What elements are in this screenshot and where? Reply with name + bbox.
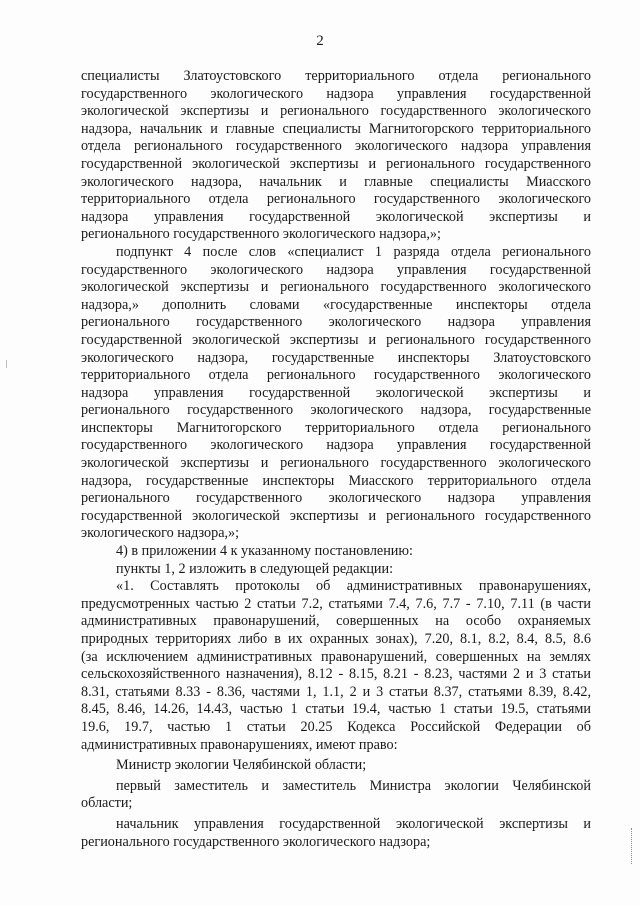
- page-number: 2: [316, 33, 324, 49]
- text-line: 8.45, 8.46, 14.26, 14.43, частью 1 статьи 19.4, частью 1 статьи 19.5, статьями: [81, 701, 591, 718]
- scan-edge-mark: [629, 828, 632, 864]
- text-line: 8.31, статьями 8.33 - 8.36, частями 1, 1.1, 2 и 3 статьи 8.37, статьями 8.39, 8.42,: [81, 683, 591, 700]
- text-line: области;: [81, 795, 133, 812]
- text-line: государственного экологического надзора управления государственной: [81, 85, 591, 102]
- text-line: надзора, государственные инспекторы Миасского территориального отдела: [81, 472, 591, 489]
- text-line: 4) в приложении 4 к указанному постановлению:: [116, 543, 413, 560]
- text-line: государственной экологической экспертизы и регионального государственного: [81, 507, 591, 524]
- text-line: предусмотренных частью 2 статьи 7.2, статьями 7.4, 7.6, 7.7 - 7.10, 7.11 (в части: [81, 595, 591, 612]
- text-line: регионального государственного экологического надзора управления: [81, 314, 591, 331]
- paragraph: [81, 757, 591, 775]
- text-line: надзора, начальник и главные специалисты Магнитогорского территориального: [81, 120, 591, 137]
- text-line: государственной экологической экспертизы и регионального государственного: [81, 155, 591, 172]
- scan-artifact: [6, 360, 7, 368]
- text-line: экологического надзора,»;: [81, 525, 240, 542]
- text-line: надзора управления государственной экологической экспертизы и: [81, 208, 591, 225]
- text-line: экологической экспертизы и регионального государственного экологического: [81, 279, 591, 296]
- paragraph: [81, 578, 591, 754]
- paragraph: [81, 561, 591, 579]
- document-body: [81, 68, 591, 854]
- paragraph: [81, 543, 591, 561]
- text-line: территориального отдела регионального государственного экологического: [81, 367, 591, 384]
- text-line: (за исключением административных правонарушений, совершенных на землях: [81, 648, 591, 665]
- text-line: 19.6, 19.7, частью 1 статьи 20.25 Кодекса Российской Федерации об: [81, 718, 591, 735]
- text-line: регионального государственного экологического надзора,»;: [81, 226, 441, 243]
- text-line: Министр экологии Челябинской области;: [116, 757, 367, 774]
- text-line: экологической экспертизы и регионального государственного экологического: [81, 455, 591, 472]
- text-line: природных территориях либо в их охранных зонах), 7.20, 8.1, 8.2, 8.4, 8.5, 8.6: [81, 631, 591, 647]
- text-line: регионального государственного экологического надзора управления: [81, 490, 591, 507]
- text-line: надзора,» дополнить словами «государственные инспекторы отдела: [81, 296, 591, 313]
- text-line: первый заместитель и заместитель Министра экологии Челябинской: [116, 777, 591, 794]
- text-line: государственного экологического надзора управления государственной: [81, 261, 591, 278]
- text-line: начальник управления государственной экологической экспертизы и: [116, 815, 591, 832]
- paragraph: [81, 816, 591, 851]
- text-line: инспекторы Магнитогорского территориального отдела регионального: [81, 419, 591, 436]
- paragraph: [81, 778, 591, 813]
- text-line: экологического надзора, государственные инспекторы Златоустовского: [81, 349, 591, 366]
- text-line: регионального государственного экологического надзора, государственные: [81, 402, 591, 419]
- text-line: сельскохозяйственного назначения), 8.12 - 8.15, 8.21 - 8.23, частями 2 и 3 статьи: [81, 666, 591, 683]
- text-line: административных правонарушениях, имеют право:: [81, 736, 398, 753]
- text-line: государственного экологического надзора управления государственной: [81, 437, 591, 454]
- paragraph: [81, 244, 591, 543]
- paragraph-gap: [81, 851, 591, 854]
- text-line: надзора управления государственной экологической экспертизы и: [81, 384, 591, 401]
- text-line: пункты 1, 2 изложить в следующей редакции:: [116, 560, 394, 577]
- text-line: специалисты Златоустовского территориального отдела регионального: [81, 68, 591, 84]
- text-line: «1. Составлять протоколы об административных правонарушениях,: [116, 578, 591, 595]
- text-line: экологической экспертизы и регионального государственного экологического: [81, 103, 591, 120]
- text-line: территориального отдела регионального государственного экологического: [81, 191, 591, 208]
- text-line: регионального государственного экологического надзора;: [81, 833, 431, 850]
- paragraph: [81, 68, 591, 244]
- text-line: административных правонарушений, совершенных на особо охраняемых: [81, 613, 591, 630]
- text-line: государственной экологической экспертизы и регионального государственного: [81, 331, 591, 348]
- text-line: подпункт 4 после слов «специалист 1 разряда отдела регионального: [116, 243, 591, 260]
- text-line: экологического надзора, начальник и главные специалисты Миасского: [81, 173, 591, 190]
- text-line: отдела регионального государственного экологического надзора управления: [81, 138, 591, 155]
